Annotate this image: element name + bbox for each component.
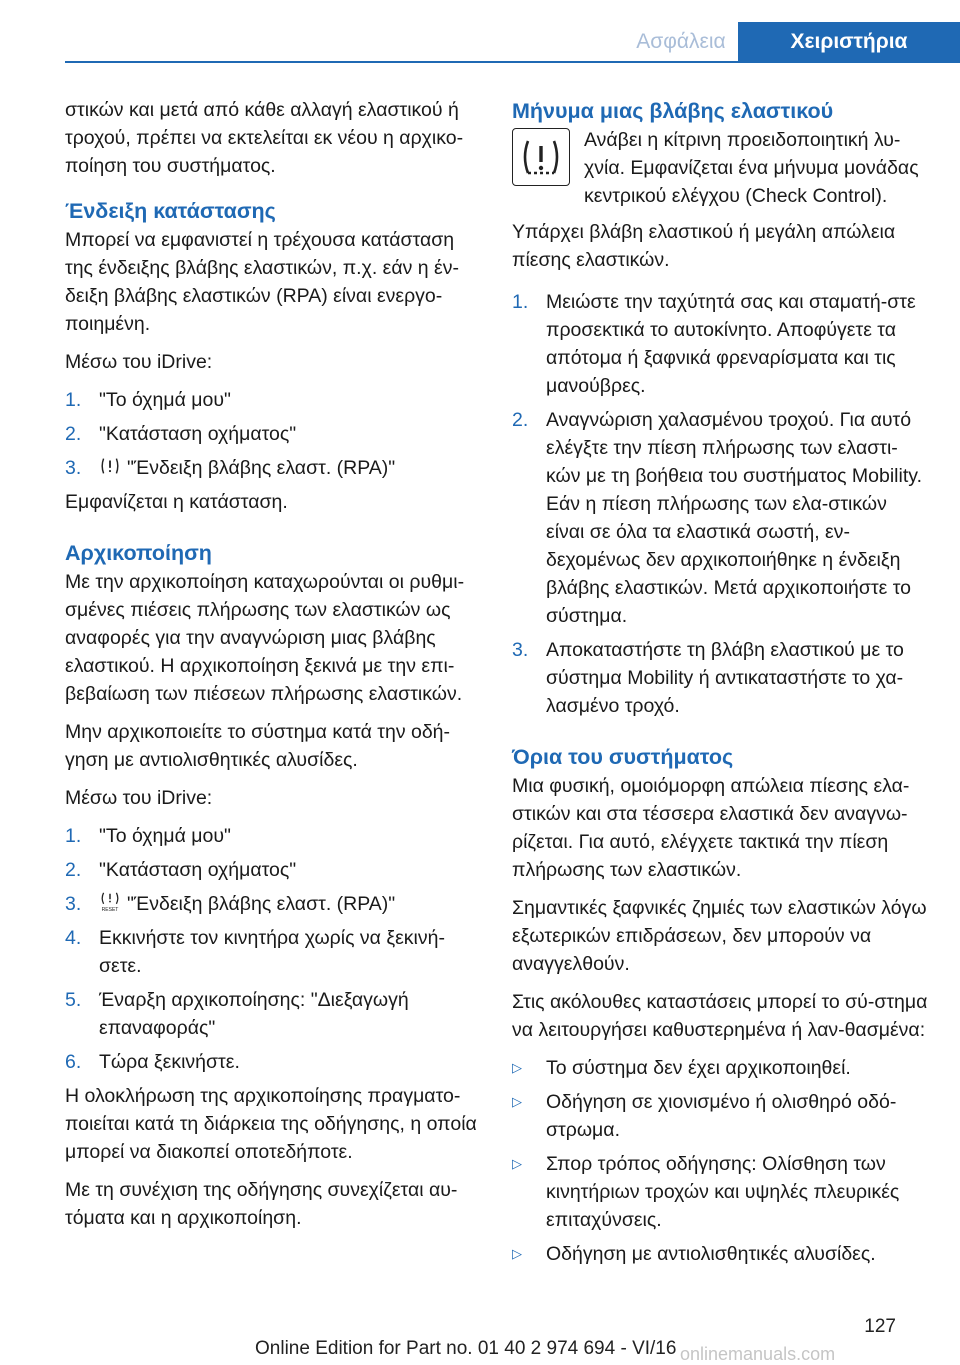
list-item: 5. Έναρξη αρχικοποίησης: "Διεξαγωγή επαναφοράς"	[65, 989, 409, 1039]
limits-bullets	[512, 1054, 930, 1268]
tire-warning-icon	[99, 455, 121, 477]
tire-pressure-warning-icon	[512, 128, 570, 186]
list-item: 6. Τώρα ξεκινήστε.	[65, 1051, 240, 1073]
warning-block	[512, 126, 930, 210]
status-via: Μέσω του iDrive:	[65, 351, 213, 373]
header-rule	[65, 61, 960, 63]
list-item: ▷ Σπορ τρόπος οδήγησης: Ολίσθηση των κινητήριων τροχών και υψηλές πλευρικές επιταχύνσεις.	[512, 1153, 900, 1231]
svg-text:RESET: RESET	[101, 907, 119, 913]
list-item: 3. Αποκαταστήστε τη βλάβη ελαστικού με το σύστημα Mobility ή αντικαταστήστε το χα-λασμένο τροχό.	[512, 639, 904, 717]
message-steps	[512, 288, 930, 720]
list-item: 2. "Κατάσταση οχήματος"	[65, 423, 297, 445]
tab-chapter[interactable]: Χειριστήρια	[738, 22, 960, 62]
list-item: 2. Αναγνώριση χαλασμένου τροχού. Για αυτό ελέγξτε την πίεση πλήρωσης των ελαστι-κών με τη βοήθεια του συστήματος Mobility. Εάν η πίεση πλήρωσης των ελα-στικών είναι σε όλα τα ελαστικά σωστή, εν-δεχομένως δεν αρχικοποιήθηκε η ένδειξη βλάβης ελαστικών. Μετά αρχικοποιήστε το σύστημα.	[512, 409, 922, 627]
list-item: 1. Μειώστε την ταχύτητά σας και σταματή-στε προσεκτικά το αυτοκίνητο. Αποφύγετε τα απότομα ή ξαφνικά φρεναρίσματα και τις μανούβρες.	[512, 291, 916, 397]
list-item: 1. "Το όχημά μου"	[65, 389, 231, 411]
list-item: 2. "Κατάσταση οχήματος"	[65, 859, 297, 881]
status-result: Εμφανίζεται η κατάσταση.	[65, 491, 288, 513]
limits-paragraph-2: Σημαντικές ξαφνικές ζημιές των ελαστικών λόγω εξωτερικών επιδράσεων, δεν μπορούν να αναγγελθούν.	[512, 897, 927, 975]
page-number: 127	[864, 1316, 896, 1337]
limits-paragraph-1: Μια φυσική, ομοιόμορφη απώλεια πίεσης ελα-στικών και στα τέσσερα ελαστικά δεν αναγνω-ρίζεται. Για αυτό, ελέγχετε τακτικά την πίεση πλήρωσης των ελαστικών.	[512, 775, 910, 881]
intro-paragraph: στικών και μετά από κάθε αλλαγή ελαστικού ή τροχού, πρέπει να εκτελείται εκ νέου η αρχικο-ποίηση του συστήματος.	[65, 99, 464, 177]
init-via: Μέσω του iDrive:	[65, 787, 213, 809]
list-item: 3. "Ένδειξη βλάβης ελαστ. (RPA)"	[65, 457, 396, 479]
message-paragraph: Υπάρχει βλάβη ελαστικού ή μεγάλη απώλεια πίεσης ελαστικών.	[512, 221, 896, 271]
list-item: ▷ Οδήγηση σε χιονισμένο ή ολισθηρό οδό-στρωμα.	[512, 1091, 897, 1141]
status-paragraph: Μπορεί να εμφανιστεί η τρέχουσα κατάσταση της ένδειξης βλάβης ελαστικών, π.χ. εάν η έν-δειξη βλάβης ελαστικών (RPA) είναι ενεργο-ποιημένη.	[65, 229, 459, 335]
init-paragraph-3: Η ολοκλήρωση της αρχικοποίησης πραγματο-ποιείται κατά τη διάρκεια της οδήγησης, η οποία μπορεί να διακοπεί οποτεδήποτε.	[65, 1085, 477, 1163]
edition-text: Online Edition for Part no. 01 40 2 974 694 - VI/16	[255, 1338, 677, 1359]
tab-section[interactable]: Ασφάλεια	[636, 30, 726, 53]
watermark: onlinemanuals.com	[680, 1344, 836, 1364]
limits-heading: Όρια του συστήματος	[512, 745, 734, 769]
status-steps	[65, 386, 480, 482]
init-steps	[65, 822, 480, 1076]
list-item: ▷ Το σύστημα δεν έχει αρχικοποιηθεί.	[512, 1057, 851, 1079]
list-item: 1. "Το όχημά μου"	[65, 825, 231, 847]
init-paragraph-1: Με την αρχικοποίηση καταχωρούνται οι ρυθμι-σμένες πιέσεις πλήρωσης των ελαστικών ως αναφορές για την αναγνώριση μιας βλάβης ελαστικού. Η αρχικοποίηση ξεκινά με την επι-βεβαίωση των πιέσεων πλήρωσης ελαστικών.	[65, 571, 465, 705]
limits-paragraph-3: Στις ακόλουθες καταστάσεις μπορεί το σύ-στημα να λειτουργήσει καθυστερημένα ή λαν-θασμένα:	[512, 991, 928, 1041]
warning-text: Ανάβει η κίτρινη προειδοποιητική λυ-χνία. Εμφανίζεται ένα μήνυμα μονάδας κεντρικού ελέγχου (Check Control).	[584, 129, 919, 207]
init-paragraph-4: Με τη συνέχιση της οδήγησης συνεχίζεται αυ-τόματα και η αρχικοποίηση.	[65, 1179, 458, 1229]
right-column	[512, 96, 930, 1274]
page-footer	[0, 1316, 960, 1364]
list-item: ▷ Οδήγηση με αντιολισθητικές αλυσίδες.	[512, 1243, 876, 1265]
header-tabs	[624, 22, 960, 62]
init-heading: Αρχικοποίηση	[65, 541, 212, 565]
init-paragraph-2: Μην αρχικοποιείτε το σύστημα κατά την οδή-γηση με αντιολισθητικές αλυσίδες.	[65, 721, 451, 771]
message-heading: Μήνυμα μιας βλάβης ελαστικού	[512, 99, 834, 123]
status-heading: Ένδειξη κατάστασης	[65, 199, 276, 223]
tire-reset-icon	[99, 891, 121, 913]
list-item: 4. Εκκινήστε τον κινητήρα χωρίς να ξεκινή-σετε.	[65, 927, 445, 977]
list-item: 3. RESET "Ένδειξη βλάβης ελαστ. (RPA)"	[65, 893, 396, 915]
left-column	[65, 96, 480, 1242]
